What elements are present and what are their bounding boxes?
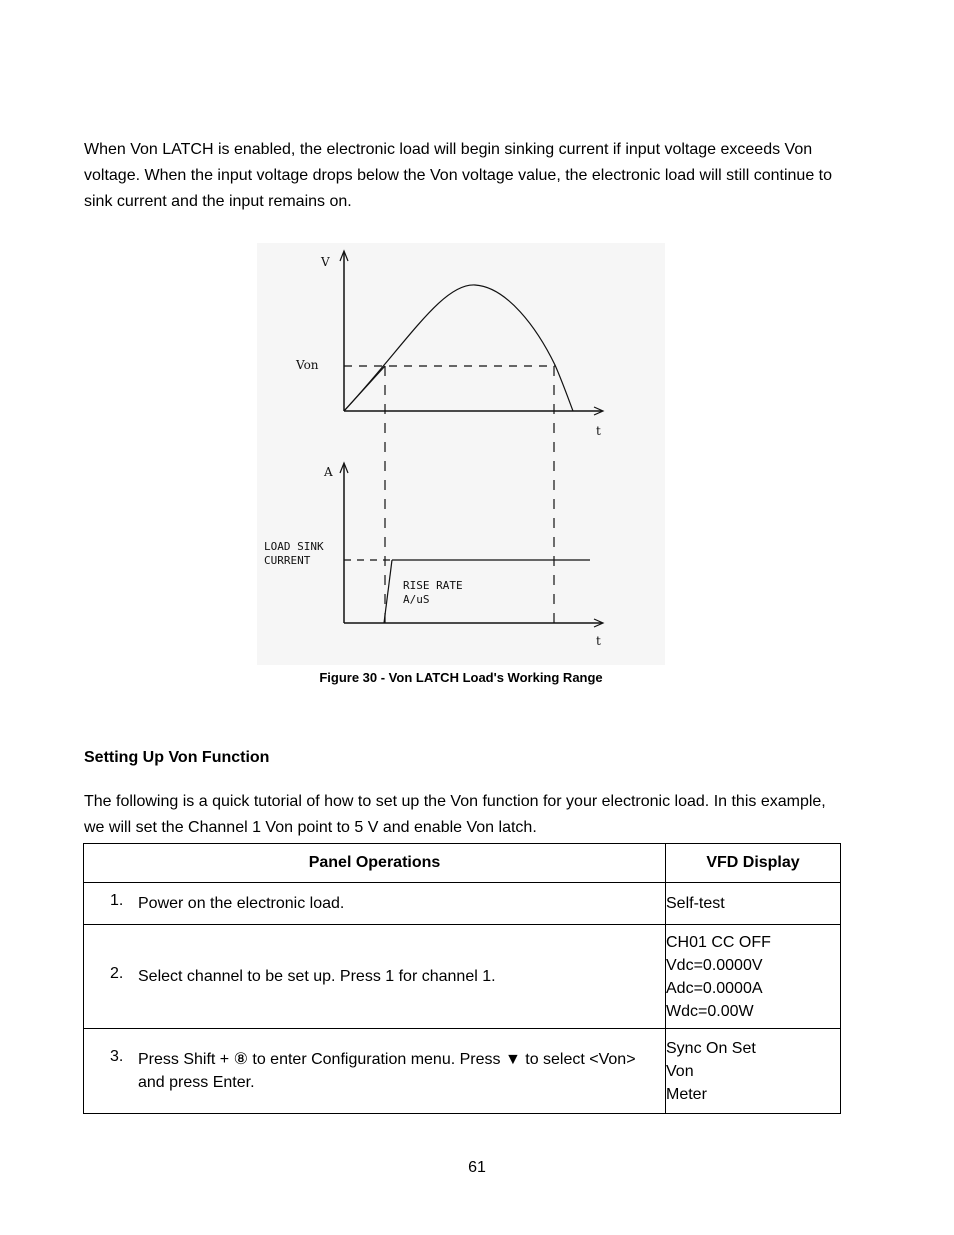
- page-number: 61: [468, 1159, 486, 1176]
- vfd-line: Sync On Set: [666, 1039, 756, 1057]
- section-heading: Setting Up Von Function: [84, 749, 270, 766]
- panel-operations-table: [83, 843, 841, 1114]
- load-sink-label-line1: LOAD SINK: [264, 540, 324, 553]
- table-row: [84, 1029, 841, 1114]
- time-label-top: t: [596, 424, 601, 438]
- step-number: 3.: [110, 1048, 124, 1065]
- voltage-curve: [344, 285, 573, 411]
- table-row: [84, 925, 841, 1029]
- time-label-bottom: t: [596, 634, 601, 648]
- vfd-line: Wdc=0.00W: [666, 1002, 754, 1020]
- rise-rate-label-line1: RISE RATE: [403, 579, 463, 592]
- rise-rate-label-line2: A/uS: [403, 593, 430, 606]
- figure-caption: Figure 30 - Von LATCH Load's Working Range: [319, 670, 603, 685]
- header-vfd-display: VFD Display: [666, 844, 841, 883]
- von-latch-diagram: [257, 243, 665, 665]
- voltage-axis-label: V: [321, 255, 330, 269]
- vfd-line: Adc=0.0000A: [666, 979, 763, 997]
- step-operation: Power on the electronic load.: [138, 895, 345, 912]
- vfd-line: Meter: [666, 1085, 707, 1103]
- step-number: 2.: [110, 965, 124, 982]
- vfd-line: CH01 CC OFF: [666, 933, 771, 951]
- von-label: Von: [296, 358, 319, 372]
- vfd-line: Self-test: [666, 895, 725, 912]
- vfd-line: Vdc=0.0000V: [666, 956, 763, 974]
- load-sink-label-line2: CURRENT: [264, 554, 311, 567]
- step-operation: Press Shift + ⑧ to enter Configuration menu. Press ▼ to select <Von> and press Enter.: [138, 1051, 636, 1091]
- table-row: [84, 883, 841, 925]
- intro-paragraph: When Von LATCH is enabled, the electronic load will begin sinking current if input voltage exceeds Von voltage. When the input voltage drops below the Von voltage value, the electronic load will still continue to sink current and the input remains on.: [84, 141, 833, 210]
- step-number: 1.: [110, 892, 124, 909]
- header-panel-operations: Panel Operations: [84, 844, 666, 883]
- current-axis-label: A: [324, 465, 333, 479]
- sink-current-rise: [384, 560, 392, 623]
- step-operation: Select channel to be set up. Press 1 for channel 1.: [138, 968, 496, 985]
- tutorial-paragraph: The following is a quick tutorial of how to set up the Von function for your electronic load. In this example, we will set the Channel 1 Von point to 5 V and enable Von latch.: [84, 793, 826, 836]
- voltage-ramp-line: [344, 366, 385, 411]
- vfd-line: Von: [666, 1062, 694, 1080]
